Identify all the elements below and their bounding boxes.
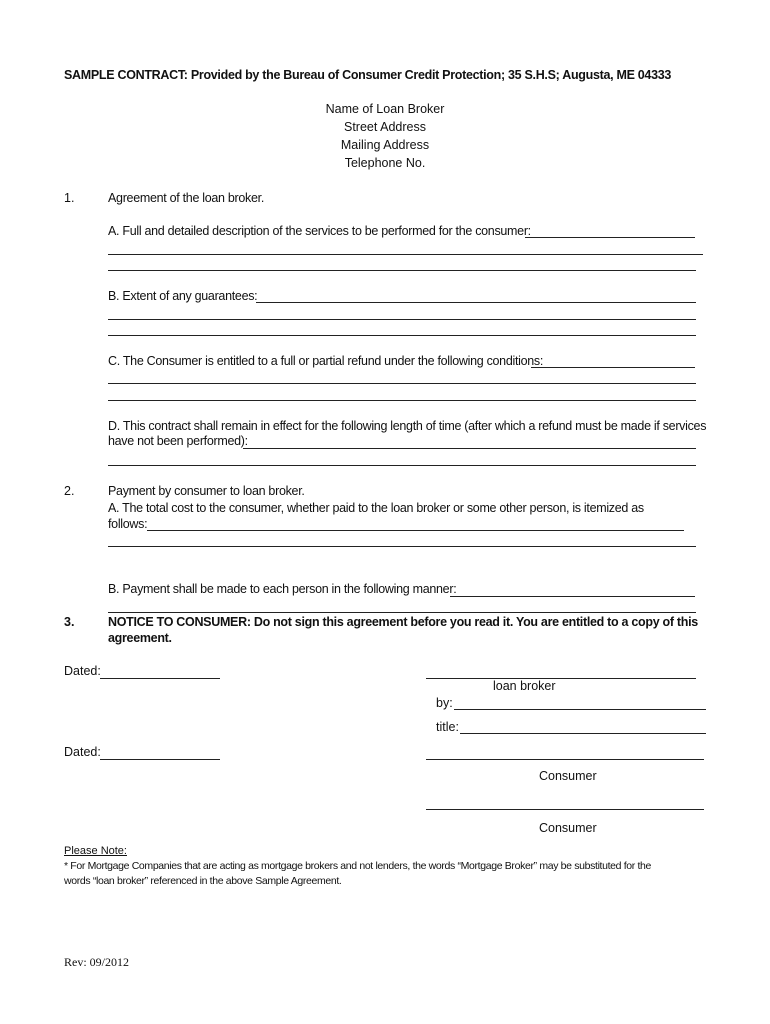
section2b-field-line[interactable]: [450, 596, 695, 597]
section1b-label: B. Extent of any guarantees:: [108, 289, 258, 303]
dated-field-line-1[interactable]: [100, 678, 220, 679]
broker-telephone: Telephone No.: [344, 156, 426, 170]
note-line2: words “loan broker” referenced in the above Sample Agreement.: [64, 875, 342, 887]
notice-line2: agreement.: [108, 631, 172, 645]
broker-mailing-address: Mailing Address: [340, 138, 430, 152]
title-label: title:: [436, 720, 459, 734]
section2-number: 2.: [64, 484, 75, 498]
section2a-blank-line[interactable]: [108, 546, 696, 547]
section1d-field-line[interactable]: [243, 448, 696, 449]
revision-label: Rev: 09/2012: [64, 955, 129, 969]
section1-number: 1.: [64, 191, 75, 205]
section1d-label-line1: D. This contract shall remain in effect for the following length of time (after which a refund must be made if services: [108, 419, 707, 433]
consumer-signature-line-2[interactable]: [426, 809, 704, 810]
section1c-blank-line[interactable]: [108, 400, 696, 401]
dated-label-1: Dated:: [64, 664, 101, 678]
section1a-blank-line[interactable]: [108, 270, 696, 271]
section2-heading: Payment by consumer to loan broker.: [108, 484, 305, 498]
section1b-blank-line[interactable]: [108, 335, 696, 336]
section2b-label: B. Payment shall be made to each person in the following manner:: [108, 582, 457, 596]
broker-street-address: Street Address: [344, 120, 426, 134]
section1d-blank-line[interactable]: [108, 465, 696, 466]
by-field-line[interactable]: [454, 709, 706, 710]
section1a-blank-line[interactable]: [108, 254, 703, 255]
consumer-signature-line-1[interactable]: [426, 759, 704, 760]
by-label: by:: [436, 696, 453, 710]
contract-title: SAMPLE CONTRACT: Provided by the Bureau of Consumer Credit Protection; 35 S.H.S; Augusta, ME 04333: [64, 68, 672, 82]
consumer-label-1: Consumer: [539, 769, 597, 783]
section2a-field-line[interactable]: [147, 530, 684, 531]
broker-name: Name of Loan Broker: [325, 102, 445, 116]
consumer-label-2: Consumer: [539, 821, 597, 835]
dated-field-line-2[interactable]: [100, 759, 220, 760]
section1-heading: Agreement of the loan broker.: [108, 191, 264, 205]
section1c-label: C. The Consumer is entitled to a full or partial refund under the following conditions:: [108, 354, 544, 368]
loan-broker-signature-line[interactable]: [426, 678, 696, 679]
section1a-label: A. Full and detailed description of the services to be performed for the consumer:: [108, 224, 531, 238]
note-line1: * For Mortgage Companies that are acting as mortgage brokers and not lenders, the words “Mortgage Broker” may be substituted for the: [64, 860, 652, 872]
title-field-line[interactable]: [460, 733, 706, 734]
section2b-blank-line[interactable]: [108, 612, 696, 613]
section1b-field-line[interactable]: [256, 302, 696, 303]
section3-number: 3.: [64, 615, 75, 629]
section1c-field-line[interactable]: [531, 367, 695, 368]
dated-label-2: Dated:: [64, 745, 101, 759]
section2a-label-line1: A. The total cost to the consumer, whether paid to the loan broker or some other person, is itemized as: [108, 501, 644, 515]
section1d-label-line2: have not been performed):: [108, 434, 248, 448]
section1c-blank-line[interactable]: [108, 383, 696, 384]
note-heading: Please Note:: [64, 845, 127, 857]
section1a-field-line[interactable]: [525, 237, 695, 238]
notice-line1: NOTICE TO CONSUMER: Do not sign this agreement before you read it. You are entitled to a copy of this: [108, 615, 698, 629]
section2a-label-line2: follows:: [108, 517, 148, 531]
section1b-blank-line[interactable]: [108, 319, 696, 320]
loan-broker-label: loan broker: [493, 679, 556, 693]
